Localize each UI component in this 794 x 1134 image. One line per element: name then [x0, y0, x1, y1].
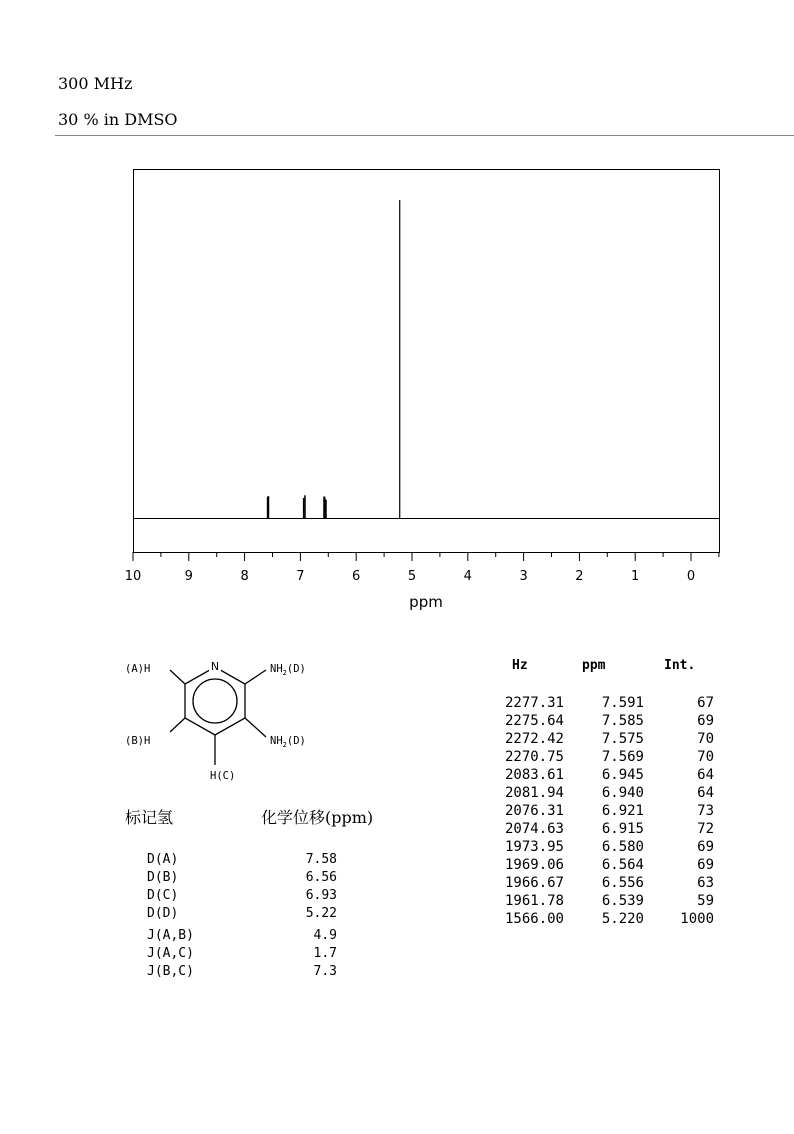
assignment-value: 4.9 — [313, 928, 337, 943]
x-tick-label: 6 — [352, 569, 361, 584]
assignment-label: J(B,C) — [147, 964, 194, 979]
peak-table-row — [486, 730, 714, 748]
peak-int: 73 — [697, 803, 714, 819]
x-tick-label: 2 — [575, 569, 584, 584]
peak-int: 69 — [697, 857, 714, 873]
label-h-b: (B)H — [125, 735, 151, 747]
x-tick-label: 7 — [296, 569, 305, 584]
pyridine-ring — [185, 667, 245, 735]
x-axis-ticks — [125, 552, 719, 584]
peak-hz: 2074.63 — [504, 821, 564, 837]
peak-ppm: 5.220 — [601, 911, 644, 927]
x-tick-label: 10 — [124, 569, 142, 584]
peak-hz: 2272.42 — [504, 731, 564, 747]
peak-ppm: 6.564 — [601, 857, 644, 873]
molecule-structure — [120, 655, 340, 790]
assignment-row — [147, 851, 337, 869]
assignment-value: 6.56 — [305, 870, 337, 885]
assignment-label: J(A,B) — [147, 928, 194, 943]
peak-hz: 2081.94 — [504, 785, 564, 801]
peak-hz: 1973.95 — [504, 839, 564, 855]
peak-table-row — [486, 694, 714, 712]
bond-b — [170, 718, 185, 732]
spectrometer-frequency: 300 MHz — [58, 74, 133, 93]
peak-table-header-ppm: ppm — [582, 658, 606, 673]
assignment-label: D(B) — [147, 870, 179, 885]
peak-ppm: 6.539 — [601, 893, 644, 909]
x-tick-label: 9 — [184, 569, 193, 584]
x-tick-label: 8 — [240, 569, 249, 584]
assignment-value: 6.93 — [305, 888, 337, 903]
peak-ppm: 6.580 — [601, 839, 644, 855]
peak-ppm: 6.556 — [601, 875, 644, 891]
peak-ppm: 6.921 — [601, 803, 644, 819]
label-nh2-top: $NH_2(D)$ — [270, 663, 306, 677]
peak-int: 64 — [697, 767, 714, 783]
peak-hz: 2083.61 — [504, 767, 564, 783]
assignment-row — [147, 927, 337, 945]
peak-int: 70 — [697, 749, 714, 765]
peak-table-row — [486, 784, 714, 802]
assignment-header-label: 标记氢 — [125, 808, 174, 827]
assignment-label: D(A) — [147, 852, 179, 867]
peak-ppm: 7.591 — [601, 695, 644, 711]
x-axis-label: ppm — [409, 593, 443, 611]
peak-table-header-hz: Hz — [512, 658, 528, 673]
assignment-row — [147, 887, 337, 905]
peak-int: 59 — [697, 893, 714, 909]
peak-ppm: 7.575 — [601, 731, 644, 747]
assignment-value: 7.58 — [305, 852, 337, 867]
peak-int: 69 — [697, 713, 714, 729]
ring-nitrogen: N — [210, 660, 220, 673]
assignment-label: D(C) — [147, 888, 179, 903]
peak-hz: 2076.31 — [504, 803, 564, 819]
solvent-info: 30 % in DMSO — [58, 110, 178, 129]
peak-table-row — [486, 766, 714, 784]
peak-hz: 2275.64 — [504, 713, 564, 729]
peak-ppm: 6.940 — [601, 785, 644, 801]
x-tick-label: 0 — [686, 569, 696, 584]
assignment-row — [147, 905, 337, 923]
x-tick-label: 4 — [463, 569, 472, 584]
peak-table — [486, 694, 714, 928]
plot-frame — [134, 170, 720, 553]
assignment-row — [147, 869, 337, 887]
peak-hz: 2270.75 — [504, 749, 564, 765]
label-nh2-bottom: $NH_2(D)$ — [270, 735, 306, 749]
assignment-row — [147, 963, 337, 981]
peak-int: 69 — [697, 839, 714, 855]
peak-ppm: 7.569 — [601, 749, 644, 765]
peak-hz: 1969.06 — [504, 857, 564, 873]
peak-layer — [267, 200, 399, 519]
assignment-value: 5.22 — [305, 906, 337, 921]
assignment-label: J(A,C) — [147, 946, 194, 961]
peak-table-row — [486, 820, 714, 838]
bond-nh2-bottom — [245, 718, 266, 737]
peak-table-row — [486, 874, 714, 892]
peak-ppm: 6.915 — [601, 821, 644, 837]
peak-table-row — [486, 892, 714, 910]
peak-int: 63 — [697, 875, 714, 891]
label-h-c: H(C) — [210, 770, 236, 782]
label-h-a: (A)H — [125, 663, 151, 675]
peak-hz: 1961.78 — [504, 893, 564, 909]
bond-nh2-top — [245, 670, 266, 684]
assignment-value: 1.7 — [313, 946, 337, 961]
peak-table-row — [486, 712, 714, 730]
x-tick-label: 3 — [519, 569, 528, 584]
peak-hz: 1966.67 — [504, 875, 564, 891]
peak-table-row — [486, 856, 714, 874]
peak-int: 64 — [697, 785, 714, 801]
peak-int: 70 — [697, 731, 714, 747]
aromatic-circle — [193, 679, 237, 723]
peak-ppm: 6.945 — [601, 767, 644, 783]
peak-hz: 1566.00 — [504, 911, 564, 927]
bond-a — [170, 670, 185, 684]
peak-ppm: 7.585 — [601, 713, 644, 729]
peak-table-row — [486, 748, 714, 766]
peak-table-row — [486, 910, 714, 928]
peak-int: 1000 — [680, 911, 714, 927]
assignment-table — [147, 851, 337, 981]
peak-int: 67 — [697, 695, 714, 711]
peak-table-header-int: Int. — [664, 658, 696, 673]
peak-int: 72 — [697, 821, 714, 837]
assignment-label: D(D) — [147, 906, 179, 921]
assignment-row — [147, 945, 337, 963]
assignment-header-shift: 化学位移(ppm) — [261, 808, 374, 827]
x-tick-label: 5 — [407, 569, 417, 584]
assignment-value: 7.3 — [313, 964, 337, 979]
peak-table-row — [486, 802, 714, 820]
x-tick-label: 1 — [631, 569, 640, 584]
peak-table-row — [486, 838, 714, 856]
peak-hz: 2277.31 — [504, 695, 564, 711]
